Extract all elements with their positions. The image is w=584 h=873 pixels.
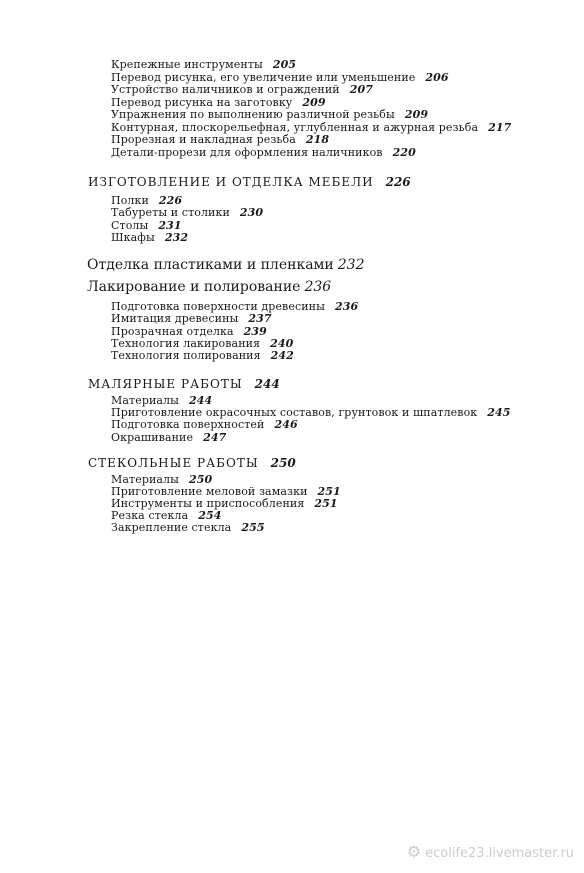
subsection-heading: Отделка пластиками и пленками 232 xyxy=(87,257,365,273)
toc-entry: Контурная, плоскорельефная, углубленная и ажурная резьба 217 xyxy=(111,121,512,134)
toc-entry: Приготовление меловой замазки 251 xyxy=(111,485,341,498)
toc-entry: Перевод рисунка на заготовку 209 xyxy=(111,96,326,109)
toc-entry: Устройство наличников и ограждений 207 xyxy=(111,83,373,96)
toc-entry: Подготовка поверхностей 246 xyxy=(111,418,298,431)
toc-entry: Технология полирования 242 xyxy=(111,349,294,362)
toc-entry: Полки 226 xyxy=(111,194,183,207)
toc-entry: Приготовление окрасочных составов, грунтовок и шпатлевок 245 xyxy=(111,406,511,419)
toc-entry: Шкафы 232 xyxy=(111,231,189,244)
toc-entry: Имитация древесины 237 xyxy=(111,312,272,325)
toc-entry: Крепежные инструменты 205 xyxy=(111,58,297,71)
toc-entry: Материалы 244 xyxy=(111,394,213,407)
toc-entry: Перевод рисунка, его увеличение или уменьшение 206 xyxy=(111,71,449,84)
toc-entry: Детали-прорези для оформления наличников 220 xyxy=(111,146,416,159)
toc-entry: Закрепление стекла 255 xyxy=(111,521,265,534)
toc-entry: Упражнения по выполнению различной резьбы 209 xyxy=(111,108,429,121)
toc-entry: Окрашивание 247 xyxy=(111,431,227,444)
section-heading: СТЕКОЛЬНЫЕ РАБОТЫ 250 xyxy=(88,456,296,470)
toc-entry: Подготовка поверхности древесины 236 xyxy=(111,300,359,313)
gear-icon: ⚙ xyxy=(406,842,422,861)
section-heading: МАЛЯРНЫЕ РАБОТЫ 244 xyxy=(88,377,280,391)
subsection-heading: Лакирование и полирование 236 xyxy=(87,279,332,295)
watermark: ⚙ ecolife23.livemaster.ru xyxy=(406,842,574,861)
toc-entry: Материалы 250 xyxy=(111,473,213,486)
toc-entry: Табуреты и столики 230 xyxy=(111,206,264,219)
toc-entry: Прозрачная отделка 239 xyxy=(111,325,267,338)
toc-entry: Технология лакирования 240 xyxy=(111,337,294,350)
toc-entry: Столы 231 xyxy=(111,219,182,232)
toc-entry: Прорезная и накладная резьба 218 xyxy=(111,133,330,146)
toc-entry: Инструменты и приспособления 251 xyxy=(111,497,338,510)
toc-entry: Резка стекла 254 xyxy=(111,509,222,522)
section-heading: ИЗГОТОВЛЕНИЕ И ОТДЕЛКА МЕБЕЛИ 226 xyxy=(88,175,411,189)
